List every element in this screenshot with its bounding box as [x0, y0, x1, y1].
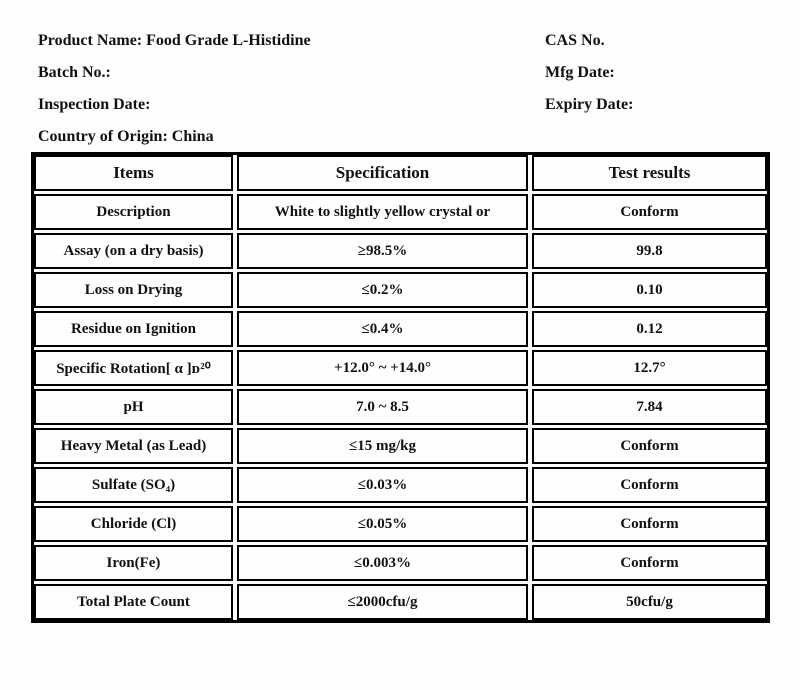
result-cell: Conform: [532, 545, 767, 581]
result-cell: Conform: [532, 194, 767, 230]
specification-cell: ≤0.003%: [237, 545, 528, 581]
item-cell: Description: [34, 194, 233, 230]
product-name-line: Product Name: Food Grade L-Histidine: [38, 32, 311, 49]
result-cell: 7.84: [532, 389, 767, 425]
item-cell: Loss on Drying: [34, 272, 233, 308]
item-cell: Residue on Ignition: [34, 311, 233, 347]
result-cell: 12.7°: [532, 350, 767, 386]
result-cell: 0.10: [532, 272, 767, 308]
column-header-items: Items: [34, 155, 233, 191]
result-cell: 99.8: [532, 233, 767, 269]
product-info-right-column: [545, 27, 633, 123]
result-cell: Conform: [532, 428, 767, 464]
country-of-origin-line: Country of Origin: China: [38, 128, 214, 145]
specification-cell: 7.0 ~ 8.5: [237, 389, 528, 425]
specification-cell: White to slightly yellow crystal or: [237, 194, 528, 230]
result-cell: Conform: [532, 467, 767, 503]
item-cell: pH: [34, 389, 233, 425]
item-cell: Specific Rotation[ α ]ᴅ²⁰: [34, 350, 233, 386]
specification-cell: ≤0.05%: [237, 506, 528, 542]
item-cell: Assay (on a dry basis): [34, 233, 233, 269]
product-info-left-column: [38, 27, 311, 155]
cas-no-line: CAS No.: [545, 32, 605, 49]
column-header-test-results: Test results: [532, 155, 767, 191]
item-cell: Total Plate Count: [34, 584, 233, 620]
specification-cell: ≤0.4%: [237, 311, 528, 347]
result-cell: 0.12: [532, 311, 767, 347]
result-cell: Conform: [532, 506, 767, 542]
inspection-date-line: Inspection Date:: [38, 96, 151, 113]
specification-cell: ≤15 mg/kg: [237, 428, 528, 464]
batch-no-line: Batch No.:: [38, 64, 111, 81]
item-cell: Chloride (Cl): [34, 506, 233, 542]
specification-cell: ≤0.03%: [237, 467, 528, 503]
expiry-date-line: Expiry Date:: [545, 96, 634, 113]
specification-cell: ≤2000cfu/g: [237, 584, 528, 620]
mfg-date-line: Mfg Date:: [545, 64, 615, 81]
item-cell: Heavy Metal (as Lead): [34, 428, 233, 464]
item-cell: Iron(Fe): [34, 545, 233, 581]
column-header-specification: Specification: [237, 155, 528, 191]
specification-cell: ≤0.2%: [237, 272, 528, 308]
specification-cell: ≥98.5%: [237, 233, 528, 269]
specification-table: [31, 152, 770, 623]
item-cell: Sulfate (SO₄): [34, 467, 233, 503]
specification-cell: +12.0° ~ +14.0°: [237, 350, 528, 386]
result-cell: 50cfu/g: [532, 584, 767, 620]
